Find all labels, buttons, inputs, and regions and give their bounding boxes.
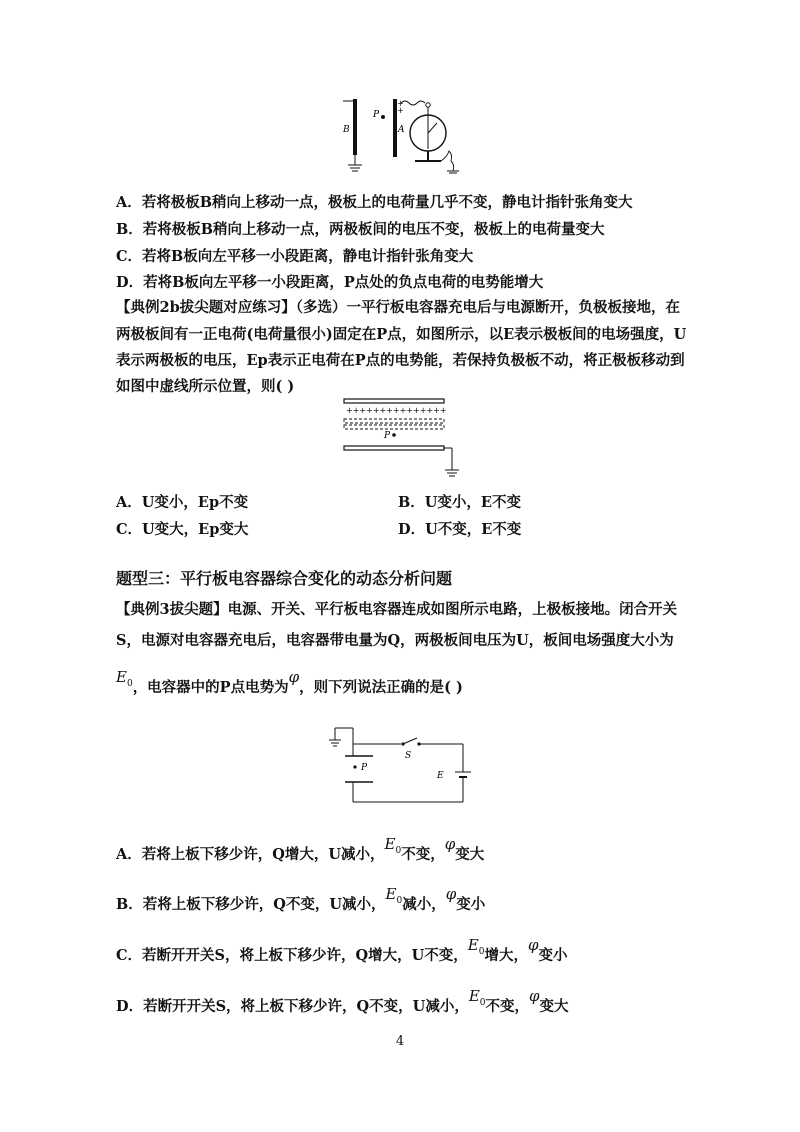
q-prev-option-a: A．若将极板B稍向上移动一点，极板上的电荷量几乎不变，静电计指针张角变大	[116, 194, 633, 211]
q2b-options-row-1	[116, 491, 716, 512]
e0-symbol: $E_0$	[385, 885, 403, 906]
section-heading: 题型三：平行板电容器综合变化的动态分析问题	[116, 569, 453, 588]
phi-symbol: φ	[527, 936, 539, 954]
circuit-figure	[325, 722, 475, 806]
point-p-label: P	[373, 110, 380, 120]
q-prev-option-c: C．若将B板向左平移一小段距离，静电计指针张角变大	[116, 248, 474, 265]
e0-symbol: $E_0$	[384, 835, 402, 856]
svg-text:+: +	[397, 99, 404, 108]
q3-line-3-end: ，则下列说法正确的是( )	[299, 679, 463, 696]
q3-line-1: 【典例3拔尖题】电源、开关、平行板电容器连成如图所示电路，上极板接地。闭合开关	[116, 601, 678, 618]
point-p-label-2: P	[384, 431, 391, 441]
e0-symbol: $E_0$	[468, 987, 486, 1008]
q2b-options-row-2	[116, 518, 716, 539]
q2b-line-2: 两极板间有一正电荷(电荷量很小)固定在P点，如图所示，以E表示极板间的电场强度，U	[116, 326, 687, 343]
source-label: E	[437, 771, 444, 781]
q2b-option-a: A．U变小，Ep不变	[116, 494, 249, 511]
q2b-option-b: B．U变小，E不变	[398, 494, 521, 511]
q3-option-d: D．若断开开关S，将上板下移少许，Q不变，U减小，$E_0$不变，φ变大	[116, 987, 569, 1015]
point-p-label-3: P	[361, 763, 368, 773]
q3-option-c: C．若断开开关S，将上板下移少许，Q增大，U不变，$E_0$增大，φ变小	[116, 936, 568, 964]
switch-label: S	[405, 751, 412, 761]
q3-option-b: B．若将上板下移少许，Q不变，U减小，$E_0$减小，φ变小	[116, 885, 486, 913]
electrometer-figure	[335, 95, 475, 175]
phi-symbol: φ	[445, 885, 457, 903]
e0-symbol: $E_0$	[467, 936, 485, 957]
plate-b-label: B	[343, 125, 350, 135]
q2b-line-1: 【典例2b拔尖题对应练习】（多选）一平行板电容器充电后与电源断开，负极板接地，在	[116, 299, 680, 316]
phi-symbol: φ	[288, 668, 300, 686]
q3-line-2: S，电源对电容器充电后，电容器带电量为Q，两极板间电压为U，板间电场强度大小为	[116, 632, 674, 649]
q3-option-a: A．若将上板下移少许，Q增大，U减小，$E_0$不变，φ变大	[116, 835, 485, 863]
svg-text:+: +	[397, 106, 404, 115]
q-prev-option-d: D．若将B板向左平移一小段距离，P点处的负点电荷的电势能增大	[116, 274, 544, 291]
q2b-option-c: C．U变大，Ep变大	[116, 521, 249, 538]
q2b-option-d: D．U不变，E不变	[398, 521, 522, 538]
plate-charges: +++++++++++++++	[346, 406, 447, 415]
phi-symbol: φ	[444, 835, 456, 853]
e0-symbol: $E_0$	[116, 668, 133, 689]
q2b-line-3: 表示两极板的电压，Ep表示正电荷在P点的电势能，若保持负极板不动，将正极板移动到	[116, 352, 685, 369]
q2b-line-4: 如图中虚线所示位置，则( )	[116, 378, 295, 395]
q-prev-option-b: B．若将极板B稍向上移动一点，两极板间的电压不变，极板上的电荷量变大	[116, 221, 605, 238]
q3-line-3	[116, 668, 463, 699]
q3-line-3-text: ，电容器中的P点电势为	[132, 679, 289, 696]
parallel-plate-figure	[340, 396, 460, 480]
plate-a-label: A	[398, 125, 405, 135]
phi-symbol: φ	[529, 987, 540, 1005]
page-number: 4	[395, 1034, 405, 1049]
